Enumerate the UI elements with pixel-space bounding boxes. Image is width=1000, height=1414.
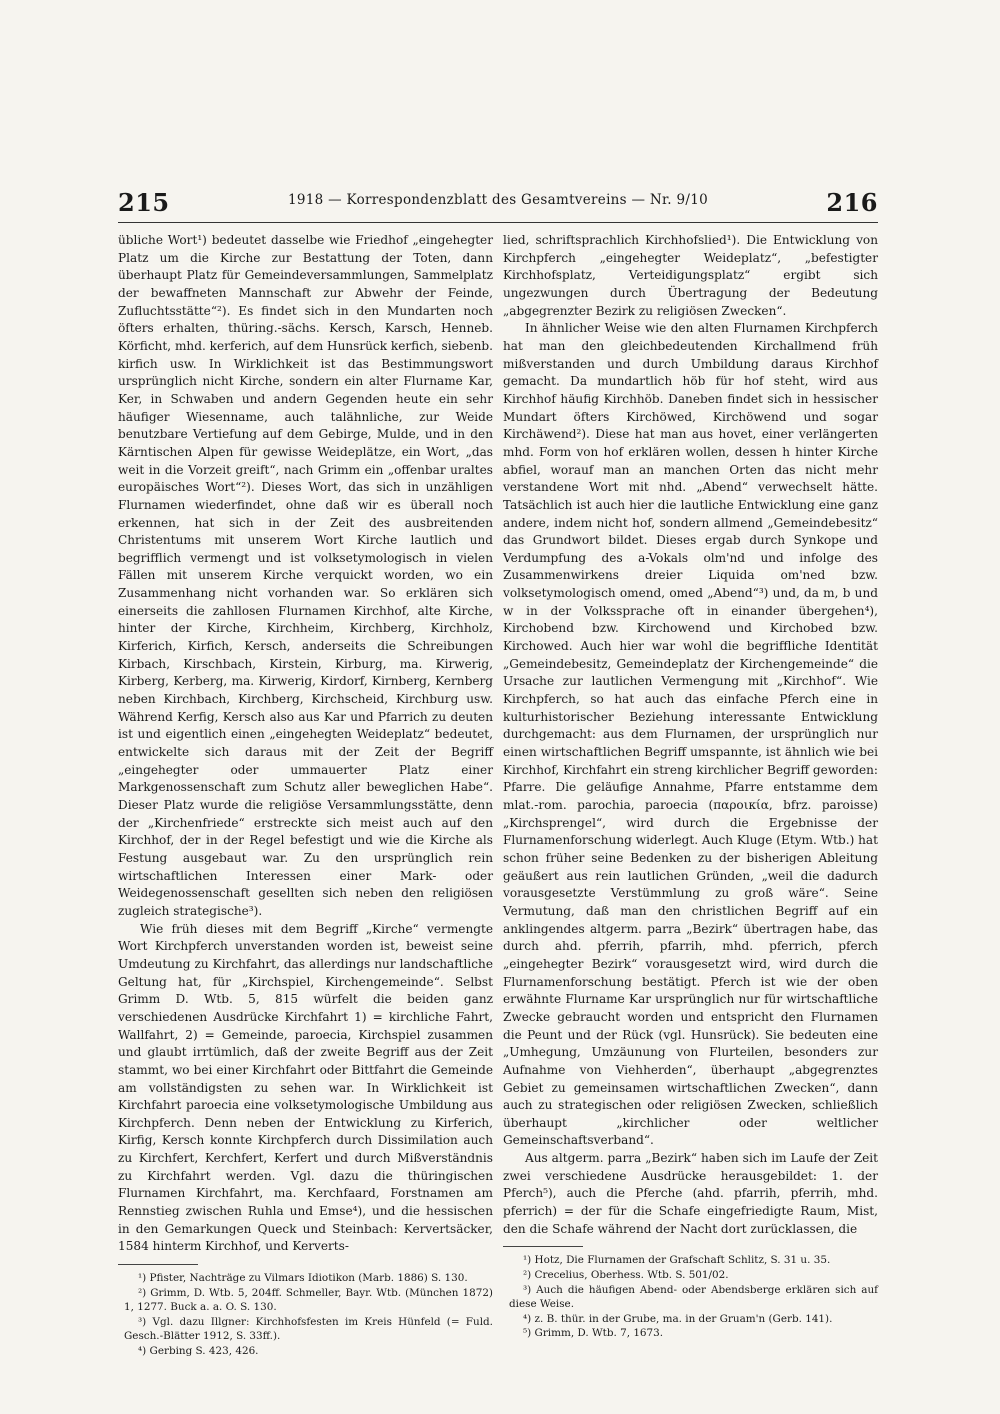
paragraph: übliche Wort¹) bedeutet dasselbe wie Friedhof „eingehegter Platz um die Kirche zur Bestattung der Toten, dann überhaupt Platz für Gemeindeversammlungen, Sammelplatz der bewaffneten Mannschaft zur Abwehr der Feinde, Zufluchtsstätte“²). Es findet sich in den Mundarten noch öfters erhalten, thüring.-sächs. Kersch, Karsch, Henneb. Körficht, mhd. kerferich, auf dem Hunsrück kerfich, siebenb. kirfich usw. In Wirklichkeit ist das Bestimmungswort ursprünglich nicht Kirche, sondern ein alter Flurname Kar, Ker, in Schwaben und andern Gegenden heute ein sehr häufiger Wiesenname, auch talähnliche, zur Weide benutzbare Vertiefung auf dem Gebirge, Mulde, und in den Kärntischen Alpen für gewisse Weideplätze, ein Wort, „das weit in die Vorzeit greift“, nach Grimm ein „offenbar uraltes europäisches Wort“²). Dieses Wort, das sich in unzähligen Flurnamen wiederfindet, ohne daß wir es überall noch erkennen, hat sich in der Zeit des ausbreitenden Christentums mit unserem Wort Kirche lautlich und begrifflich vermengt und ist volksetymologisch in vielen Fällen mit unserem Kirche verquickt worden, wo ein Zusammenhang nicht vorhanden war. So erklären sich einerseits die zahllosen Flurnamen Kirchhof, alte Kirche, hinter der Kirche, Kirchheim, Kirchberg, Kirchholz, Kirferich, Kirfich, Kersch, anderseits die Schreibungen Kirbach, Kirschbach, Kirstein, Kirburg, ma. Kirwerig, Kirberg, Kerberg, ma. Kirwerig, Kirdorf, Kirnberg, Kernberg neben Kirchbach, Kirchberg, Kirchscheid, Kirchburg usw. Während Kerfig, Kersch also aus Kar und Pfarrich zu deuten ist und eigentlich einen „eingehegten Weideplatz“ bedeutet, entwickelte sich daraus mit der Zeit der Begriff „eingehegter oder ummauerter Platz einer Markgenossenschaft zum Schutz aller beweglichen Habe“. Dieser Platz wurde die religiöse Versammlungsstätte, denn der „Kirchenfriede“ erstreckte sich meist auch auf den Kirchhof, der in der Regel befestigt und wie die Kirche als Festung ausgebaut war. Zu den ursprünglich rein wirtschaftlichen Interessen einer Mark- oder Weidegenossenschaft gesellten sich neben den religiösen zugleich strategische³).	[118, 233, 493, 918]
paragraph: In ähnlicher Weise wie den alten Flurnamen Kirchpferch hat man den gleichbedeutenden Kirchallmend früh mißverstanden und durch Umbildung daraus Kirchhof gemacht. Da mundartlich höb für hof steht, wird aus Kirchhof häufig Kirchhöb. Daneben findet sich in hessischer Mundart öfters Kirchöwed, Kirchöwend und sogar Kirchäwend²). Diese hat man aus hovet, einer verlängerten mhd. Form von hof erklären wollen, dessen h hinter Kirche abfiel, worauf man an manchen Orten das nicht mehr verstandene Wort mit nhd. „Abend“ verwechselt hätte. Tatsächlich ist auch hier die lautliche Entwicklung eine ganz andere, indem nicht hof, sondern allmend „Gemeindebesitz“ das Grundwort bildet. Dieses ergab durch Synkope und Verdumpfung des a-Vokals olm'nd und infolge des Zusammenwirkens dreier Liquida om'ned bzw. volksetymologisch omend, omed „Abend“³) und, da m, b und w in der Volkssprache oft in einander übergehen⁴), Kirchobend bzw. Kirchowend und Kirchobed bzw. Kirchowed. Auch hier war wohl die begriffliche Identität „Gemeindebesitz, Gemeindeplatz der Kirchengemeinde“ die Ursache zur lautlichen Vermengung mit „Kirchhof“. Wie Kirchpferch, so hat auch das einfache Pferch eine in kulturhistorischer Beziehung interessante Entwicklung durchgemacht: aus dem Flurnamen, der ursprünglich nur einen wirtschaftlichen Begriff umspannte, ist ähnlich wie bei Kirchhof, Kirchfahrt ein streng kirchlicher Begriff geworden: Pfarre. Die geläufige Annahme, Pfarre entstamme dem mlat.-rom. parochia, paroecia (παροικία, bfrz. paroisse) „Kirchsprengel“, wird durch die Ergebnisse der Flurnamenforschung widerlegt. Auch Kluge (Etym. Wtb.) hat schon früher seine Bedenken zu der bisherigen Ableitung geäußert aus rein lautlichen Gründen, „weil die dadurch vorausgesetzte Verstümmlung zu groß wäre“. Seine Vermutung, daß man den christlichen Begriff auf ein anklingendes altgerm. parra „Bezirk“ übertragen habe, das durch ahd. pferrih, pfarrih, mhd. pferrich, pferch „eingehegter Bezirk“ vorausgesetzt wird, wird durch die Flurnamenforschung bestätigt. Pferch ist wie der oben erwähnte Flurname Kar ursprünglich nur für wirtschaftliche Zwecke gebraucht worden und entspricht den Flurnamen die Peunt und der Rück (vgl. Hunsrück). Sie bedeuten eine „Umhegung, Umzäunung von Flurteilen, besonders zur Aufnahme von Viehherden“, überhaupt „abgegrenztes Gebiet zu gemeinsamen wirtschaftlichen Zwecken“, dann auch zu strategischen oder religiösen Zwecken, schließlich überhaupt „kirchlicher oder weltlicher Gemeinschaftsverband“.	[503, 321, 878, 1148]
header-rule	[118, 222, 878, 223]
page-header	[118, 188, 878, 222]
footnote: ²) Crecelius, Oberhess. Wtb. S. 501/02.	[523, 1269, 729, 1281]
footnote: ²) Grimm, D. Wtb. 5, 204ff. Schmeller, Bayr. Wtb. (München 1872) 1, 1277. Buck a. a. O. S. 130.	[124, 1286, 493, 1314]
page-number-left: 215	[118, 188, 170, 217]
footnote: ³) Auch die häufigen Abend- oder Abendsberge erklären sich auf diese Weise.	[509, 1283, 878, 1311]
right-footnotes	[503, 1253, 878, 1341]
footnote-rule	[503, 1246, 583, 1247]
paragraph: Wie früh dieses mit dem Begriff „Kirche“ vermengte Wort Kirchpferch unverstanden worden ist, beweist seine Umdeutung zu Kirchfahrt, das allerdings nur landschaftliche Geltung hat, für „Kirchspiel, Kirchengemeinde“. Selbst Grimm D. Wtb. 5, 815 würfelt die beiden ganz verschiedenen Ausdrücke Kirchfahrt 1) = kirchliche Fahrt, Wallfahrt, 2) = Gemeinde, paroecia, Kirchspiel zusammen und glaubt irrtümlich, daß der zweite Begriff aus der Zeit stammt, wo bei einer Kirchfahrt oder Bittfahrt die Gemeinde am vollständigsten zu sehen war. In Wirklichkeit ist Kirchfahrt paroecia eine volksetymologische Umbildung aus Kirchpferch. Denn neben der Entwicklung zu Kirferich, Kirfig, Kersch konnte Kirchpferch durch Dissimilation auch zu Kirchfert, Kerchfert, Kerfert und durch Mißverständnis zu Kirchfahrt werden. Vgl. dazu die thüringischen Flurnamen Kirchfahrt, ma. Kerchfaard, Forstnamen am Rennstieg zwischen Ruhla und Emse⁴), und die hessischen in den Gemarkungen Queck und Steinbach: Kervertsäcker, 1584 hinterm Kirchhof, und Kerverts-	[118, 921, 493, 1254]
footnote: ³) Vgl. dazu Illgner: Kirchhofsfesten im Kreis Hünfeld (= Fuld. Gesch.-Blätter 1912, S. 33ff.).	[124, 1315, 493, 1343]
right-column	[503, 232, 878, 1341]
footnote: ¹) Pfister, Nachträge zu Vilmars Idiotikon (Marb. 1886) S. 130.	[138, 1272, 468, 1285]
footnote: ⁴) z. B. thür. in der Grube, ma. in der Gruam'n (Gerb. 141).	[523, 1312, 833, 1325]
footnote: ⁴) Gerbing S. 423, 426.	[138, 1345, 259, 1358]
left-column	[118, 232, 493, 1359]
paragraph: lied, schriftsprachlich Kirchhofslied¹). Die Entwicklung von Kirchpferch „eingehegter Weideplatz“, „befestigter Kirchhofsplatz, Verteidigungsplatz“ ergibt sich ungezwungen durch Übertragung der Bedeutung „abgegrenzter Bezirk zu religiösen Zwecken“.	[503, 233, 878, 318]
left-footnotes	[118, 1271, 493, 1359]
footnote-rule	[118, 1264, 198, 1265]
left-body-text	[118, 232, 493, 1256]
footnote: ⁵) Grimm, D. Wtb. 7, 1673.	[523, 1327, 664, 1340]
running-title: 1918 — Korrespondenzblatt des Gesamtvereins — Nr. 9/10	[288, 192, 708, 208]
paragraph: Aus altgerm. parra „Bezirk“ haben sich im Laufe der Zeit zwei verschiedene Ausdrücke herausgebildet: 1. der Pferch⁵), auch die Pferche (ahd. pfarrih, pferrih, mhd. pferrich) = der für die Schafe eingefriedigte Raum, Mist, den die Schafe während der Nacht dort zurücklassen, die	[503, 1151, 878, 1236]
right-body-text	[503, 232, 878, 1238]
page-number-right: 216	[826, 188, 878, 217]
footnote: ¹) Hotz, Die Flurnamen der Grafschaft Schlitz, S. 31 u. 35.	[523, 1254, 831, 1267]
